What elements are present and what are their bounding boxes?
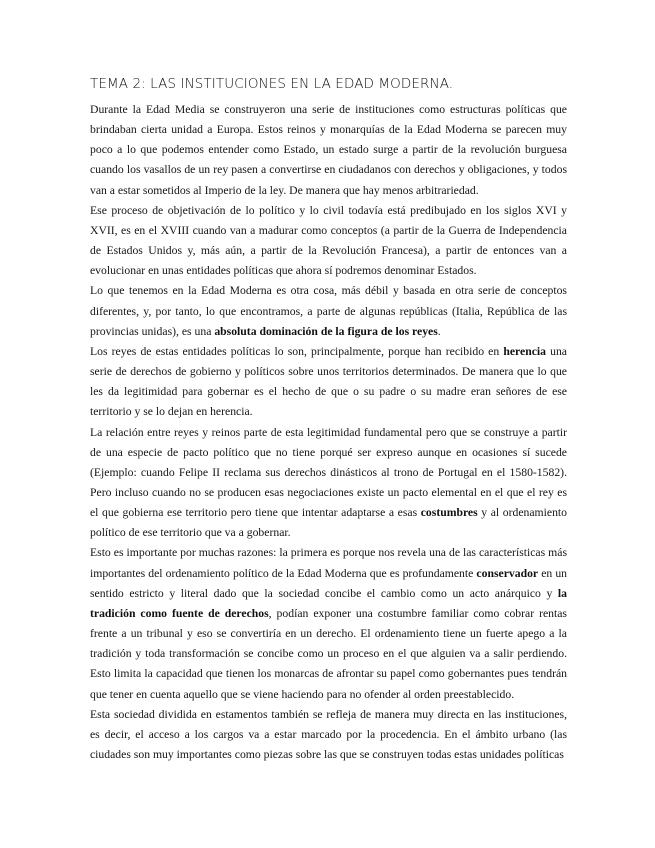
bold-text: costumbres [420, 506, 478, 520]
paragraph-text: Esta sociedad dividida en estamentos también se refleja de manera muy directa en las instituciones, es decir, el acceso a los cargos va a estar marcado por la procedencia. En el ámbito urbano (las ciudades son muy importantes como piezas sobre las que se construyen todas estas unidades políticas [90, 707, 567, 761]
paragraph [90, 423, 567, 544]
bold-text: la tradición como fuente de derechos [90, 586, 567, 620]
paragraph [90, 100, 567, 201]
paragraph-text: La relación entre reyes y reinos parte de esta legitimidad fundamental pero que se construye a partir de una especie de pacto político que no tiene porqué ser expreso aunque en ocasiones sí sucede (Ejemplo: cuando Felipe II reclama sus derechos dinásticos al trono de Portugal en el 1580-1582). Pero incluso cuando no se producen esas negociaciones existe un pacto elemental en el que el rey es el que gobierna ese territorio pero tiene que intentar adaptarse a esas [90, 425, 567, 520]
paragraph-text: una serie de derechos de gobierno y políticos sobre unos territorios determinados. De manera que lo que les da legitimidad para gobernar es el hecho de que o su padre o su madre eran señores de ese territorio y se lo dejan en herencia. [90, 344, 567, 419]
paragraph-text: en un sentido estricto y literal dado que la sociedad concibe el cambio como un acto anárquico y [90, 566, 568, 600]
paragraph-text: Durante la Edad Media se construyeron una serie de instituciones como estructuras políticas que brindaban cierta unidad a Europa. Estos reinos y monarquías de la Edad Moderna se parecen muy poco a lo que podemos entender como Estado, un estado surge a partir de la revolución burguesa cuando los vasallos de un rey pasen a convertirse en ciudadanos con derechos y obligaciones, y todos van a estar sometidos al Imperio de la ley. De manera que hay menos arbitrariedad. [90, 103, 567, 197]
paragraph [90, 543, 567, 704]
paragraph-text: Esto es importante por muchas razones: la primera es porque nos revela una de las características más importantes del ordenamiento político de la Edad Moderna que es profundamente [90, 546, 567, 580]
paragraph [90, 705, 567, 765]
paragraph [90, 281, 567, 341]
paragraph-text: , podían exponer una costumbre familiar como cobrar rentas frente a un tribunal y eso se convertiría en un derecho. El ordenamiento tiene un fuerte apego a la tradición y toda transformación se concibe como un proceso en el que alguien va a salir perdiendo. Esto limita la capacidad que tienen los monarcas de afrontar su papel como gobernantes pues tendrán que tener en cuenta aquello que se viene haciendo para no ofender al orden preestablecido. [90, 606, 567, 701]
paragraph [90, 201, 567, 282]
bold-text: absoluta dominación de la figura de los reyes [214, 324, 438, 338]
document-body [90, 100, 567, 765]
document-title: TEMA 2: LAS INSTITUCIONES EN LA EDAD MODERNA. [90, 76, 454, 92]
bold-text: herencia [503, 344, 546, 358]
paragraph-text: Los reyes de estas entidades políticas lo son, principalmente, porque han recibido en [90, 344, 504, 358]
paragraph-text: Ese proceso de objetivación de lo político y lo civil todavía está predibujado en los siglos XVI y XVII, es en el XVIII cuando van a madurar como conceptos (a partir de la Guerra de Independencia de Estados Unidos y, más aún, a partir de la Revolución Francesa), a partir de entonces van a evolucionar en unas entidades políticas que ahora sí podremos denominar Estados. [90, 203, 567, 278]
paragraph-text: Lo que tenemos en la Edad Moderna es otra cosa, más débil y basada en otra serie de conceptos diferentes, y, por tanto, lo que encontramos, a parte de algunas repúblicas (Italia, República de las provincias unidas), es una [90, 284, 567, 338]
paragraph-text: . [437, 324, 441, 338]
paragraph-text: y al ordenamiento político de ese territorio que va a gobernar. [90, 506, 567, 540]
paragraph [90, 342, 567, 423]
bold-text: conservador [476, 566, 539, 580]
